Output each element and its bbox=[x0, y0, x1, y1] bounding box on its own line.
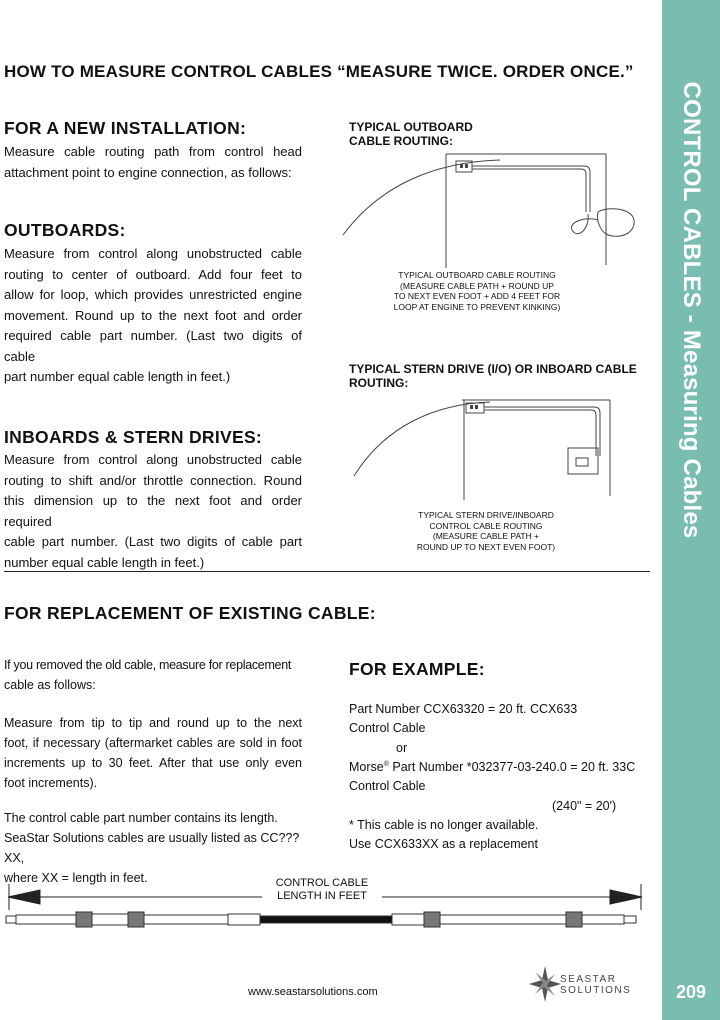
new-installation-heading: FOR A NEW INSTALLATION: bbox=[4, 118, 247, 138]
new-installation-text: Measure cable routing path from control head attachment point to engine connection, as follows: bbox=[4, 144, 302, 180]
sidebar-title: CONTROL CABLES - Measuring Cables bbox=[678, 81, 705, 539]
left-arrow-icon bbox=[8, 890, 40, 904]
example-line: Control Cable bbox=[349, 721, 426, 735]
website-url: www.seastarsolutions.com bbox=[248, 986, 378, 998]
cable-fitting bbox=[566, 912, 582, 927]
cable-end-rod bbox=[6, 916, 16, 923]
replacement-heading: FOR REPLACEMENT OF EXISTING CABLE: bbox=[4, 603, 376, 623]
replacement-measure-text: Measure from tip to tip and round up to the next foot, if necessary (aftermarket cables are sold in foot increments up to 30 feet. After that use only even foot increments). bbox=[4, 716, 302, 790]
cable-fitting bbox=[128, 912, 144, 927]
outboard-diagram-caption: TYPICAL OUTBOARD CABLE ROUTING (MEASURE CABLE PATH + ROUND UP TO NEXT EVEN FOOT + ADD 4 FEET FOR LOOP AT ENGINE TO PREVENT KINKING) bbox=[393, 270, 561, 312]
section-divider bbox=[4, 571, 650, 572]
outboard-motor bbox=[597, 209, 634, 237]
seastar-logo-text: SEASTAR SOLUTIONS bbox=[560, 974, 632, 996]
example-heading: FOR EXAMPLE: bbox=[349, 659, 485, 679]
replacement-intro: If you removed the old cable, measure for replacement cable as follows: bbox=[4, 658, 292, 692]
cable-length-label: CONTROL CABLE LENGTH IN FEET bbox=[262, 877, 382, 903]
right-arrow-icon bbox=[610, 890, 642, 904]
example-note: * This cable is no longer available. bbox=[349, 818, 539, 832]
page-number: 209 bbox=[675, 982, 707, 1002]
example-line: Control Cable bbox=[349, 779, 426, 793]
engine-box bbox=[568, 448, 598, 474]
example-line: Morse® Part Number *032377-03-240.0 = 20 ft. 33C bbox=[349, 760, 636, 774]
outboards-heading: OUTBOARDS: bbox=[4, 220, 126, 240]
page-title: HOW TO MEASURE CONTROL CABLES “MEASURE TWICE. ORDER ONCE.” bbox=[4, 62, 634, 81]
stern-drive-diagram-caption: TYPICAL STERN DRIVE/INBOARD CONTROL CABLE ROUTING (MEASURE CABLE PATH + ROUND UP TO NEXT EVEN FOOT) bbox=[416, 510, 556, 552]
example-line: (240" = 20') bbox=[552, 799, 617, 813]
seastar-star-logo-icon bbox=[527, 964, 563, 1004]
cable-loop bbox=[571, 214, 598, 234]
outboard-diagram-title: TYPICAL OUTBOARD CABLE ROUTING: bbox=[349, 120, 473, 148]
cable-conduit bbox=[260, 916, 392, 923]
outboards-text: Measure from control along unobstructed cable routing to center of outboard. Add four feet to allow for loop, which provides unrestricted engine movement. Round up to the next foot and order required cable part number. (Last two digits of cable part number equal cable length in feet.) bbox=[4, 246, 302, 384]
inboards-heading: INBOARDS & STERN DRIVES: bbox=[4, 427, 263, 447]
example-line: Part Number CCX63320 = 20 ft. CCX633 bbox=[349, 702, 578, 716]
cable-fitting bbox=[76, 912, 92, 927]
replacement-part-number-text: The control cable part number contains its length. SeaStar Solutions cables are usually listed as CC???XX, where XX = length in feet. bbox=[4, 811, 300, 885]
outboard-routing-diagram bbox=[340, 150, 620, 270]
example-line: or bbox=[396, 741, 408, 755]
hull-outline bbox=[343, 160, 500, 235]
cable-fitting bbox=[424, 912, 440, 927]
cable-end-rod bbox=[624, 916, 636, 923]
cable-path bbox=[472, 166, 590, 212]
stern-drive-routing-diagram bbox=[350, 396, 620, 506]
example-note: Use CCX633XX as a replacement bbox=[349, 837, 538, 851]
stern-drive-diagram-title: TYPICAL STERN DRIVE (I/O) OR INBOARD CABLE ROUTING: bbox=[349, 362, 637, 390]
inboards-text: Measure from control along unobstructed cable routing to shift and/or throttle connection. Round this dimension up to the next foot and order required cable part number. (Last two digits of cable part number equal cable length in feet.) bbox=[4, 452, 302, 570]
cable-path bbox=[484, 407, 600, 456]
